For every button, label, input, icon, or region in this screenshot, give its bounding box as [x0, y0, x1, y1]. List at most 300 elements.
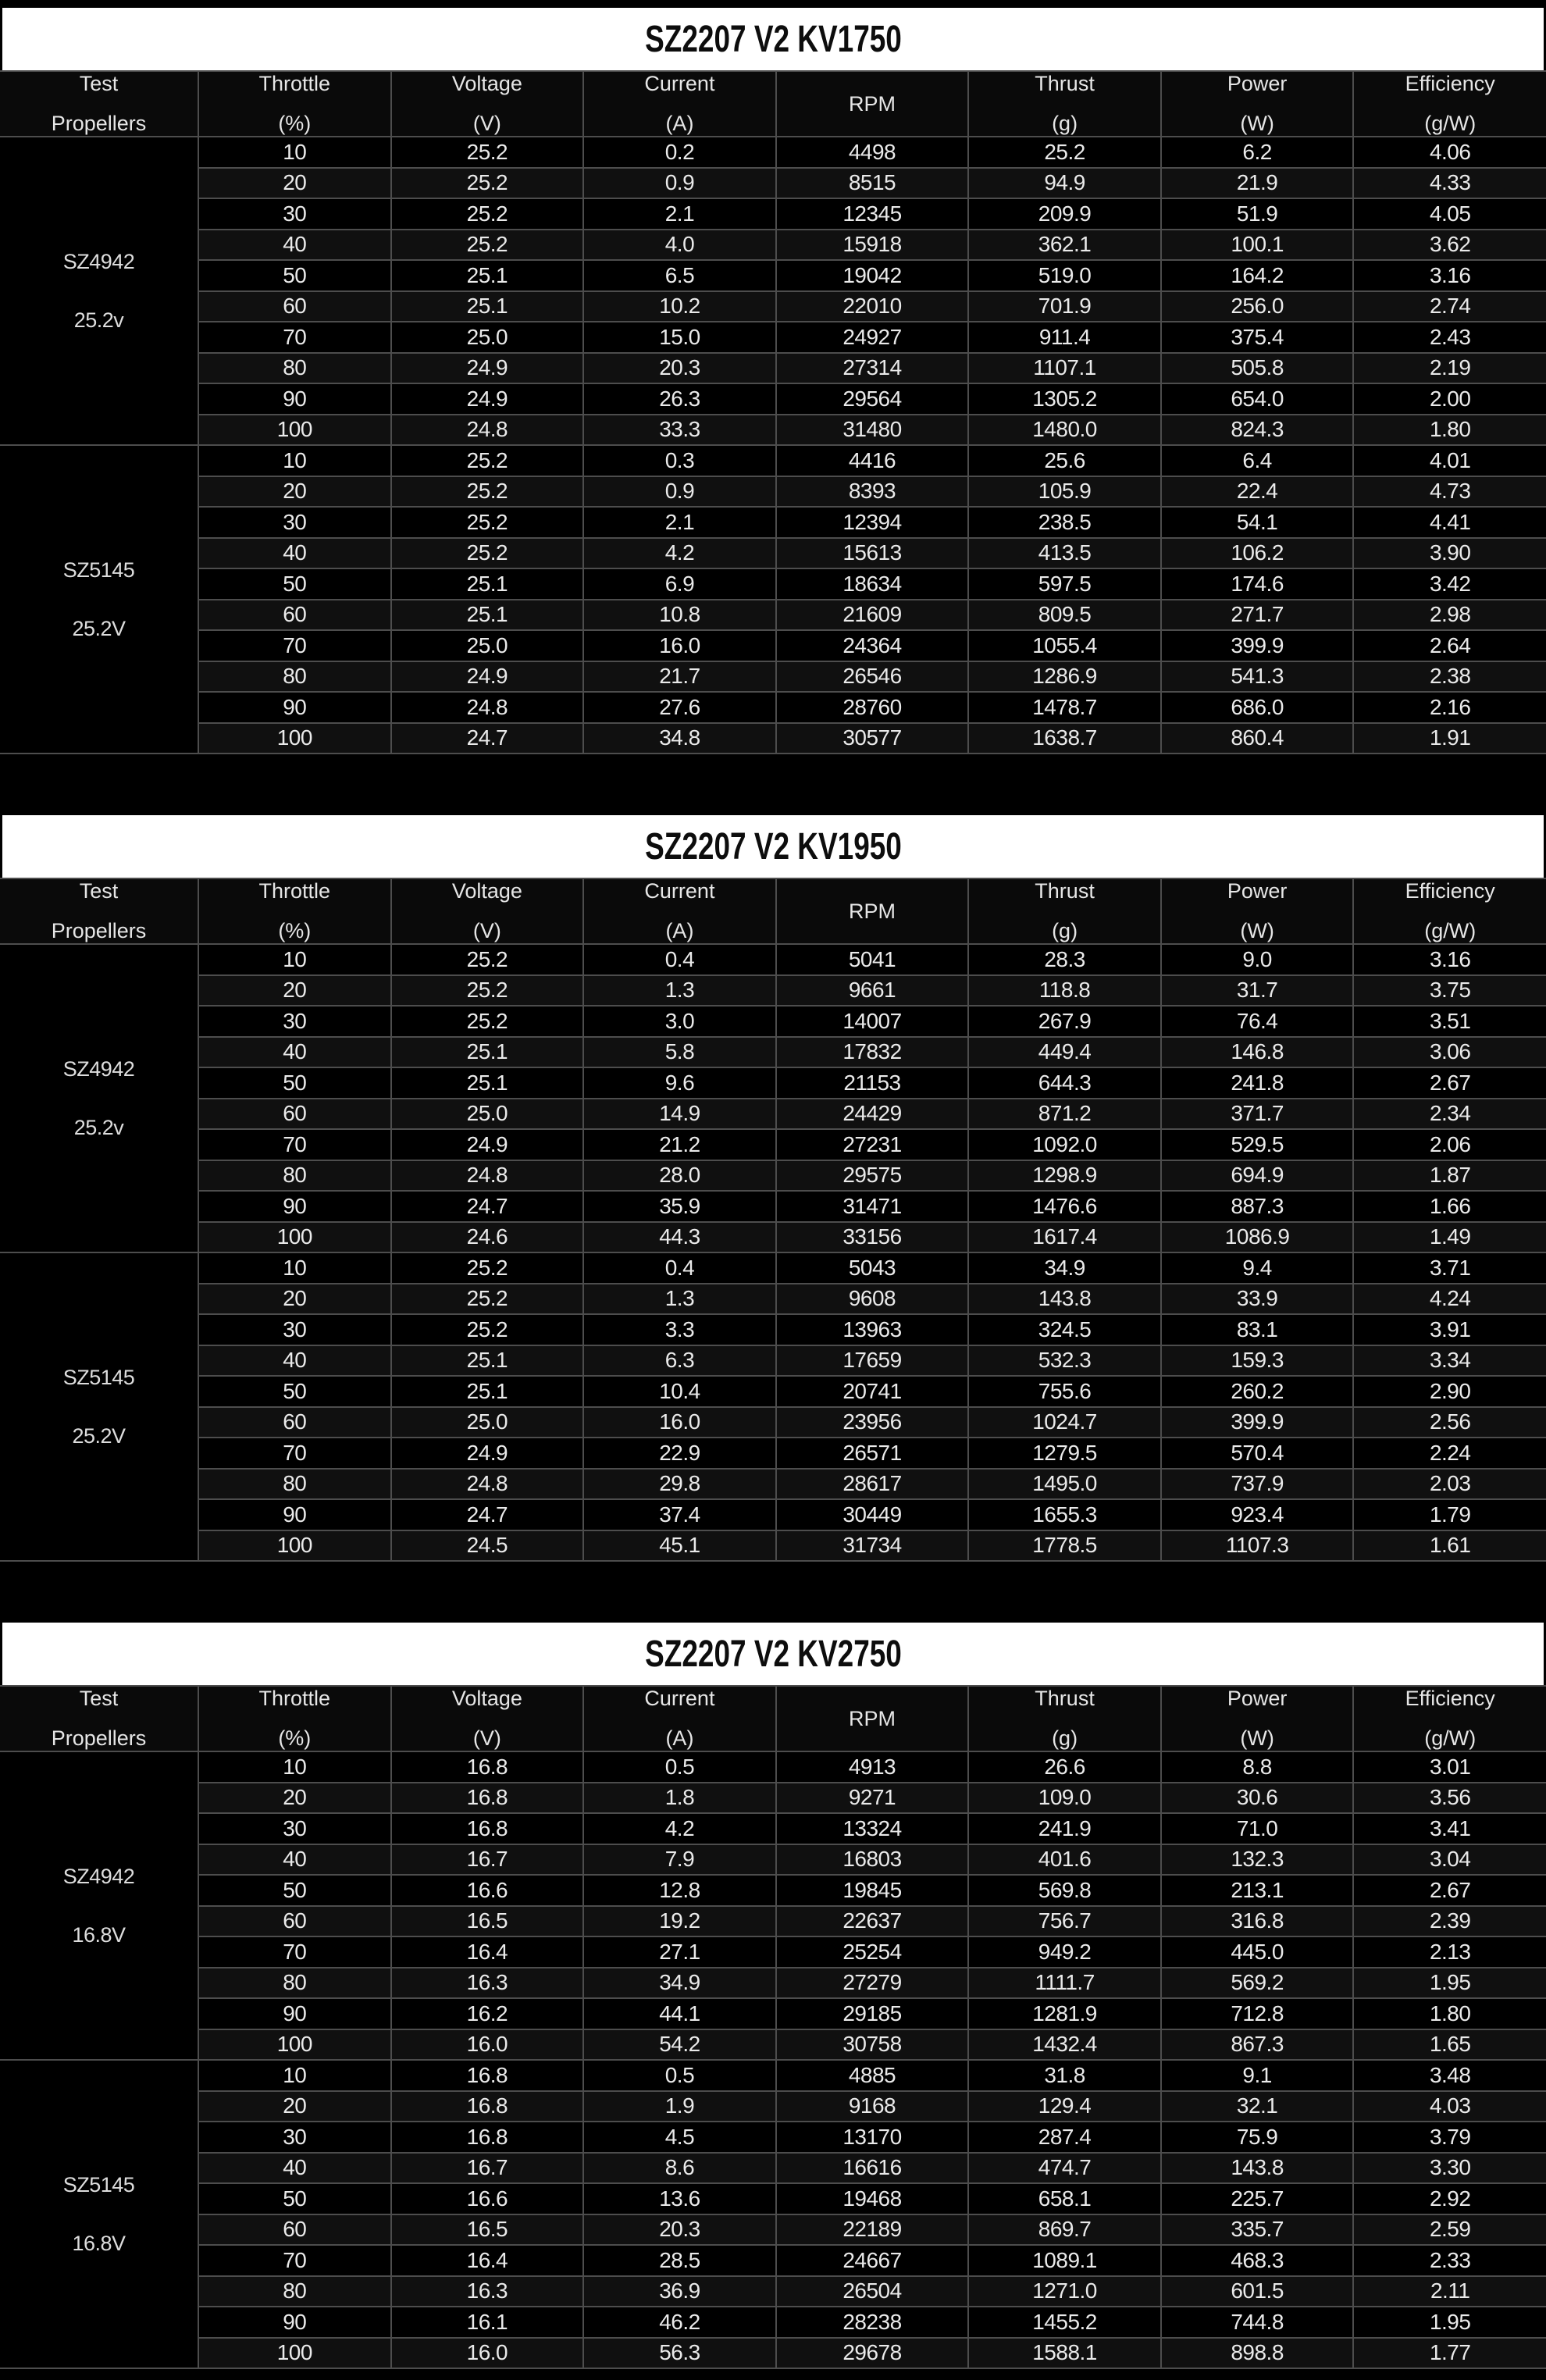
thrust-value: 105.9 [968, 476, 1161, 508]
throttle-value: 80 [198, 353, 391, 384]
throttle-value: 70 [198, 1129, 391, 1160]
propeller-cell [0, 1252, 198, 1561]
table-header-row [0, 1686, 1546, 1751]
throttle-value: 100 [198, 1222, 391, 1253]
thrust-value: 1478.7 [968, 692, 1161, 723]
throttle-value: 90 [198, 1499, 391, 1530]
voltage-value: 25.0 [391, 322, 584, 353]
rpm-value: 33156 [776, 1222, 969, 1253]
throttle-value: 50 [198, 260, 391, 291]
thrust-value: 401.6 [968, 1844, 1161, 1876]
power-value: 694.9 [1161, 1160, 1354, 1192]
efficiency-value: 2.16 [1353, 692, 1546, 723]
thrust-value: 1638.7 [968, 723, 1161, 754]
header-row [0, 878, 1546, 944]
voltage-value: 16.8 [391, 2091, 584, 2122]
thrust-value: 701.9 [968, 291, 1161, 322]
throttle-value: 30 [198, 1813, 391, 1844]
efficiency-value: 1.66 [1353, 1191, 1546, 1222]
column-header-text [0, 1688, 198, 1749]
thrust-value: 413.5 [968, 538, 1161, 569]
voltage-value: 24.5 [391, 1530, 584, 1562]
thrust-value: 871.2 [968, 1099, 1161, 1130]
thrust-value: 1480.0 [968, 415, 1161, 446]
power-value: 654.0 [1161, 383, 1354, 415]
thrust-value: 1089.1 [968, 2245, 1161, 2276]
column-header-line1: Power [1227, 72, 1288, 95]
power-value: 898.8 [1161, 2338, 1354, 2369]
throttle-value: 30 [198, 1314, 391, 1345]
current-value: 9.6 [583, 1067, 776, 1099]
power-value: 686.0 [1161, 692, 1354, 723]
column-header-line1: Voltage [451, 72, 522, 95]
current-value: 6.3 [583, 1345, 776, 1377]
rpm-value: 15613 [776, 538, 969, 569]
power-value: 143.8 [1161, 2153, 1354, 2184]
thrust-value: 1107.1 [968, 353, 1161, 384]
efficiency-value: 2.38 [1353, 661, 1546, 693]
power-value: 213.1 [1161, 1875, 1354, 1906]
thrust-value: 34.9 [968, 1252, 1161, 1284]
propeller-group-sz4942 [0, 137, 1546, 445]
voltage-value: 25.2 [391, 230, 584, 261]
efficiency-value: 2.19 [1353, 353, 1546, 384]
column-header-text [969, 1688, 1160, 1749]
current-value: 27.6 [583, 692, 776, 723]
propeller-label [0, 560, 198, 640]
data-row [0, 1998, 1546, 2029]
column-header-efficiency [1353, 1686, 1546, 1751]
thrust-value: 362.1 [968, 230, 1161, 261]
propeller-name: SZ5145 [62, 2172, 135, 2197]
spec-table [0, 1685, 1546, 2369]
column-header-throttle [198, 71, 391, 137]
current-value: 44.1 [583, 1998, 776, 2029]
efficiency-value: 1.79 [1353, 1499, 1546, 1530]
voltage-value: 16.5 [391, 1906, 584, 1937]
rpm-value: 22189 [776, 2214, 969, 2246]
efficiency-value: 2.67 [1353, 1875, 1546, 1906]
throttle-value: 40 [198, 230, 391, 261]
data-row [0, 168, 1546, 199]
voltage-value: 25.1 [391, 1067, 584, 1099]
data-row [0, 1813, 1546, 1844]
current-value: 1.9 [583, 2091, 776, 2122]
rpm-value: 25254 [776, 1936, 969, 1968]
efficiency-value: 3.01 [1353, 1751, 1546, 1783]
efficiency-value: 3.34 [1353, 1345, 1546, 1377]
throttle-value: 90 [198, 383, 391, 415]
voltage-value: 25.0 [391, 630, 584, 661]
column-header-line1: Efficiency [1405, 879, 1495, 903]
current-value: 54.2 [583, 2029, 776, 2061]
throttle-value: 30 [198, 507, 391, 538]
current-value: 3.0 [583, 1006, 776, 1037]
current-value: 4.2 [583, 538, 776, 569]
rpm-value: 16616 [776, 2153, 969, 2184]
rpm-value: 9608 [776, 1284, 969, 1315]
spec-table-block-kv1950 [0, 815, 1546, 1562]
throttle-value: 50 [198, 1376, 391, 1407]
power-value: 371.7 [1161, 1099, 1354, 1130]
efficiency-value: 2.39 [1353, 1906, 1546, 1937]
propeller-group-sz5145 [0, 445, 1546, 754]
column-header-thrust [968, 71, 1161, 137]
table-title: SZ2207 V2 KV1950 [644, 825, 902, 868]
propeller-voltage: 25.2v [73, 308, 124, 332]
data-row [0, 944, 1546, 975]
efficiency-value: 2.11 [1353, 2276, 1546, 2307]
data-row [0, 322, 1546, 353]
efficiency-value: 3.04 [1353, 1844, 1546, 1876]
power-value: 923.4 [1161, 1499, 1354, 1530]
power-value: 33.9 [1161, 1284, 1354, 1315]
rpm-value: 26571 [776, 1438, 969, 1469]
thrust-value: 949.2 [968, 1936, 1161, 1968]
power-value: 146.8 [1161, 1037, 1354, 1068]
current-value: 0.2 [583, 137, 776, 168]
throttle-value: 20 [198, 2091, 391, 2122]
column-header-text [1354, 73, 1546, 134]
thrust-value: 1092.0 [968, 1129, 1161, 1160]
throttle-value: 40 [198, 1844, 391, 1876]
column-header-line2: (W) [1240, 1726, 1274, 1750]
throttle-value: 20 [198, 1284, 391, 1315]
efficiency-value: 3.48 [1353, 2060, 1546, 2091]
data-row [0, 1067, 1546, 1099]
data-row [0, 1407, 1546, 1438]
efficiency-value: 4.73 [1353, 476, 1546, 508]
voltage-value: 24.7 [391, 1191, 584, 1222]
efficiency-value: 2.64 [1353, 630, 1546, 661]
current-value: 28.5 [583, 2245, 776, 2276]
rpm-value: 19845 [776, 1875, 969, 1906]
thrust-value: 756.7 [968, 1906, 1161, 1937]
column-header-line1: Thrust [1035, 879, 1095, 903]
propeller-name: SZ4942 [62, 249, 135, 273]
power-value: 6.4 [1161, 445, 1354, 476]
thrust-value: 143.8 [968, 1284, 1161, 1315]
column-header-text [392, 1688, 583, 1749]
current-value: 35.9 [583, 1191, 776, 1222]
throttle-value: 70 [198, 2245, 391, 2276]
thrust-value: 1055.4 [968, 630, 1161, 661]
table-title-band [2, 815, 1544, 878]
data-row [0, 568, 1546, 600]
voltage-value: 16.4 [391, 1936, 584, 1968]
column-header-line1: Current [644, 1687, 715, 1710]
voltage-value: 24.8 [391, 1160, 584, 1192]
efficiency-value: 2.59 [1353, 2214, 1546, 2246]
data-row [0, 1751, 1546, 1783]
rpm-value: 16803 [776, 1844, 969, 1876]
power-value: 399.9 [1161, 630, 1354, 661]
column-header-line1: Current [644, 879, 715, 903]
rpm-value: 5043 [776, 1252, 969, 1284]
throttle-value: 80 [198, 1968, 391, 1999]
data-row [0, 1906, 1546, 1937]
rpm-value: 19042 [776, 260, 969, 291]
column-header-line1: Efficiency [1405, 72, 1495, 95]
efficiency-value: 1.91 [1353, 723, 1546, 754]
rpm-value: 29185 [776, 1998, 969, 2029]
rpm-value: 4416 [776, 445, 969, 476]
column-header-voltage [391, 878, 584, 944]
column-header-line2: (V) [472, 1726, 501, 1750]
power-value: 256.0 [1161, 291, 1354, 322]
throttle-value: 50 [198, 1067, 391, 1099]
efficiency-value: 2.74 [1353, 291, 1546, 322]
current-value: 0.5 [583, 1751, 776, 1783]
voltage-value: 25.1 [391, 600, 584, 631]
data-row [0, 661, 1546, 693]
thrust-value: 1432.4 [968, 2029, 1161, 2061]
current-value: 13.6 [583, 2183, 776, 2214]
current-value: 33.3 [583, 415, 776, 446]
power-value: 887.3 [1161, 1191, 1354, 1222]
throttle-value: 10 [198, 944, 391, 975]
voltage-value: 25.1 [391, 260, 584, 291]
efficiency-value: 2.43 [1353, 322, 1546, 353]
power-value: 54.1 [1161, 507, 1354, 538]
data-row [0, 2276, 1546, 2307]
power-value: 71.0 [1161, 1813, 1354, 1844]
voltage-value: 16.4 [391, 2245, 584, 2276]
current-value: 16.0 [583, 1407, 776, 1438]
throttle-value: 40 [198, 2153, 391, 2184]
power-value: 174.6 [1161, 568, 1354, 600]
current-value: 0.3 [583, 445, 776, 476]
power-value: 271.7 [1161, 600, 1354, 631]
column-header-text [0, 73, 198, 134]
column-header-line2: (W) [1240, 112, 1274, 135]
throttle-value: 40 [198, 538, 391, 569]
rpm-value: 27314 [776, 353, 969, 384]
propeller-voltage: 16.8V [72, 1922, 126, 1947]
efficiency-value: 3.91 [1353, 1314, 1546, 1345]
voltage-value: 24.8 [391, 415, 584, 446]
current-value: 10.4 [583, 1376, 776, 1407]
header-row [0, 1686, 1546, 1751]
rpm-value: 5041 [776, 944, 969, 975]
efficiency-value: 3.79 [1353, 2122, 1546, 2153]
propeller-voltage: 16.8V [72, 2231, 126, 2255]
efficiency-value: 1.95 [1353, 2307, 1546, 2338]
column-header-line2: (A) [665, 112, 694, 135]
data-row [0, 230, 1546, 261]
thrust-value: 209.9 [968, 198, 1161, 230]
throttle-value: 80 [198, 661, 391, 693]
thrust-value: 1298.9 [968, 1160, 1161, 1192]
column-header-line2: Propellers [51, 919, 147, 942]
throttle-value: 10 [198, 2060, 391, 2091]
power-value: 30.6 [1161, 1783, 1354, 1814]
voltage-value: 24.7 [391, 1499, 584, 1530]
column-header-text [199, 1688, 390, 1749]
efficiency-value: 2.13 [1353, 1936, 1546, 1968]
power-value: 6.2 [1161, 137, 1354, 168]
current-value: 45.1 [583, 1530, 776, 1562]
power-value: 824.3 [1161, 415, 1354, 446]
column-header-current [583, 878, 776, 944]
data-row [0, 476, 1546, 508]
data-row [0, 975, 1546, 1007]
current-value: 0.9 [583, 168, 776, 199]
column-header-line1: Efficiency [1405, 1687, 1495, 1710]
thrust-value: 532.3 [968, 1345, 1161, 1377]
power-value: 316.8 [1161, 1906, 1354, 1937]
efficiency-value: 2.34 [1353, 1099, 1546, 1130]
propeller-cell [0, 944, 198, 1252]
thrust-value: 1281.9 [968, 1998, 1161, 2029]
data-row [0, 1345, 1546, 1377]
voltage-value: 16.6 [391, 2183, 584, 2214]
voltage-value: 24.8 [391, 692, 584, 723]
power-value: 569.2 [1161, 1968, 1354, 1999]
current-value: 12.8 [583, 1875, 776, 1906]
column-header-voltage [391, 71, 584, 137]
data-row [0, 291, 1546, 322]
thrust-value: 238.5 [968, 507, 1161, 538]
throttle-value: 30 [198, 1006, 391, 1037]
voltage-value: 25.1 [391, 291, 584, 322]
column-header-text [0, 881, 198, 942]
throttle-value: 100 [198, 1530, 391, 1562]
data-row [0, 1284, 1546, 1315]
column-header-throttle [198, 878, 391, 944]
column-header-rpm [776, 878, 969, 944]
rpm-value: 24364 [776, 630, 969, 661]
voltage-value: 24.9 [391, 383, 584, 415]
power-value: 9.1 [1161, 2060, 1354, 2091]
efficiency-value: 2.24 [1353, 1438, 1546, 1469]
power-value: 601.5 [1161, 2276, 1354, 2307]
power-value: 76.4 [1161, 1006, 1354, 1037]
data-row [0, 353, 1546, 384]
voltage-value: 25.2 [391, 538, 584, 569]
voltage-value: 16.6 [391, 1875, 584, 1906]
efficiency-value: 2.33 [1353, 2245, 1546, 2276]
voltage-value: 16.2 [391, 1998, 584, 2029]
rpm-value: 24667 [776, 2245, 969, 2276]
data-row [0, 2245, 1546, 2276]
data-row [0, 1530, 1546, 1562]
data-row [0, 1037, 1546, 1068]
column-header-line2: (g/W) [1424, 1726, 1477, 1750]
data-row [0, 1222, 1546, 1253]
column-header-text [1354, 1688, 1546, 1749]
efficiency-value: 4.41 [1353, 507, 1546, 538]
efficiency-value: 3.75 [1353, 975, 1546, 1007]
data-row [0, 1191, 1546, 1222]
column-header-power [1161, 1686, 1354, 1751]
data-row [0, 1099, 1546, 1130]
efficiency-value: 3.30 [1353, 2153, 1546, 2184]
power-value: 744.8 [1161, 2307, 1354, 2338]
power-value: 335.7 [1161, 2214, 1354, 2246]
voltage-value: 16.3 [391, 2276, 584, 2307]
data-row [0, 723, 1546, 754]
rpm-value: 30758 [776, 2029, 969, 2061]
rpm-value: 21153 [776, 1067, 969, 1099]
propeller-cell [0, 1751, 198, 2060]
rpm-value: 9168 [776, 2091, 969, 2122]
rpm-value: 22637 [776, 1906, 969, 1937]
column-header-propeller [0, 71, 198, 137]
voltage-value: 25.2 [391, 975, 584, 1007]
throttle-value: 40 [198, 1345, 391, 1377]
current-value: 21.2 [583, 1129, 776, 1160]
voltage-value: 24.9 [391, 661, 584, 693]
data-row [0, 1844, 1546, 1876]
efficiency-value: 3.42 [1353, 568, 1546, 600]
data-row [0, 2091, 1546, 2122]
column-header-line1: Voltage [451, 879, 522, 903]
data-row [0, 507, 1546, 538]
power-value: 21.9 [1161, 168, 1354, 199]
rpm-value: 29575 [776, 1160, 969, 1192]
current-value: 21.7 [583, 661, 776, 693]
thrust-value: 1588.1 [968, 2338, 1161, 2369]
efficiency-value: 2.67 [1353, 1067, 1546, 1099]
data-row [0, 2307, 1546, 2338]
thrust-value: 1286.9 [968, 661, 1161, 693]
power-value: 31.7 [1161, 975, 1354, 1007]
throttle-value: 60 [198, 1906, 391, 1937]
thrust-value: 911.4 [968, 322, 1161, 353]
efficiency-value: 3.06 [1353, 1037, 1546, 1068]
column-header-voltage [391, 1686, 584, 1751]
current-value: 19.2 [583, 1906, 776, 1937]
voltage-value: 16.5 [391, 2214, 584, 2246]
thrust-value: 1655.3 [968, 1499, 1161, 1530]
efficiency-value: 3.41 [1353, 1813, 1546, 1844]
voltage-value: 16.8 [391, 2060, 584, 2091]
column-header-line2: Propellers [51, 1726, 147, 1750]
column-header-power [1161, 71, 1354, 137]
power-value: 445.0 [1161, 1936, 1354, 1968]
power-value: 867.3 [1161, 2029, 1354, 2061]
rpm-value: 14007 [776, 1006, 969, 1037]
rpm-value: 30577 [776, 723, 969, 754]
rpm-value: 21609 [776, 600, 969, 631]
column-header-current [583, 71, 776, 137]
current-value: 20.3 [583, 353, 776, 384]
data-row [0, 415, 1546, 446]
efficiency-value: 2.92 [1353, 2183, 1546, 2214]
column-header-text [969, 73, 1160, 134]
column-header-text [777, 901, 968, 922]
throttle-value: 60 [198, 1407, 391, 1438]
throttle-value: 10 [198, 1252, 391, 1284]
data-row [0, 538, 1546, 569]
propeller-group-sz5145 [0, 2060, 1546, 2368]
table-header-row [0, 71, 1546, 137]
rpm-value: 19468 [776, 2183, 969, 2214]
voltage-value: 25.2 [391, 168, 584, 199]
voltage-value: 25.1 [391, 1345, 584, 1377]
current-value: 22.9 [583, 1438, 776, 1469]
thrust-value: 597.5 [968, 568, 1161, 600]
table-header-row [0, 878, 1546, 944]
rpm-value: 29564 [776, 383, 969, 415]
thrust-value: 474.7 [968, 2153, 1161, 2184]
throttle-value: 10 [198, 445, 391, 476]
thrust-value: 267.9 [968, 1006, 1161, 1037]
rpm-value: 27279 [776, 1968, 969, 1999]
efficiency-value: 4.06 [1353, 137, 1546, 168]
data-row [0, 1783, 1546, 1814]
